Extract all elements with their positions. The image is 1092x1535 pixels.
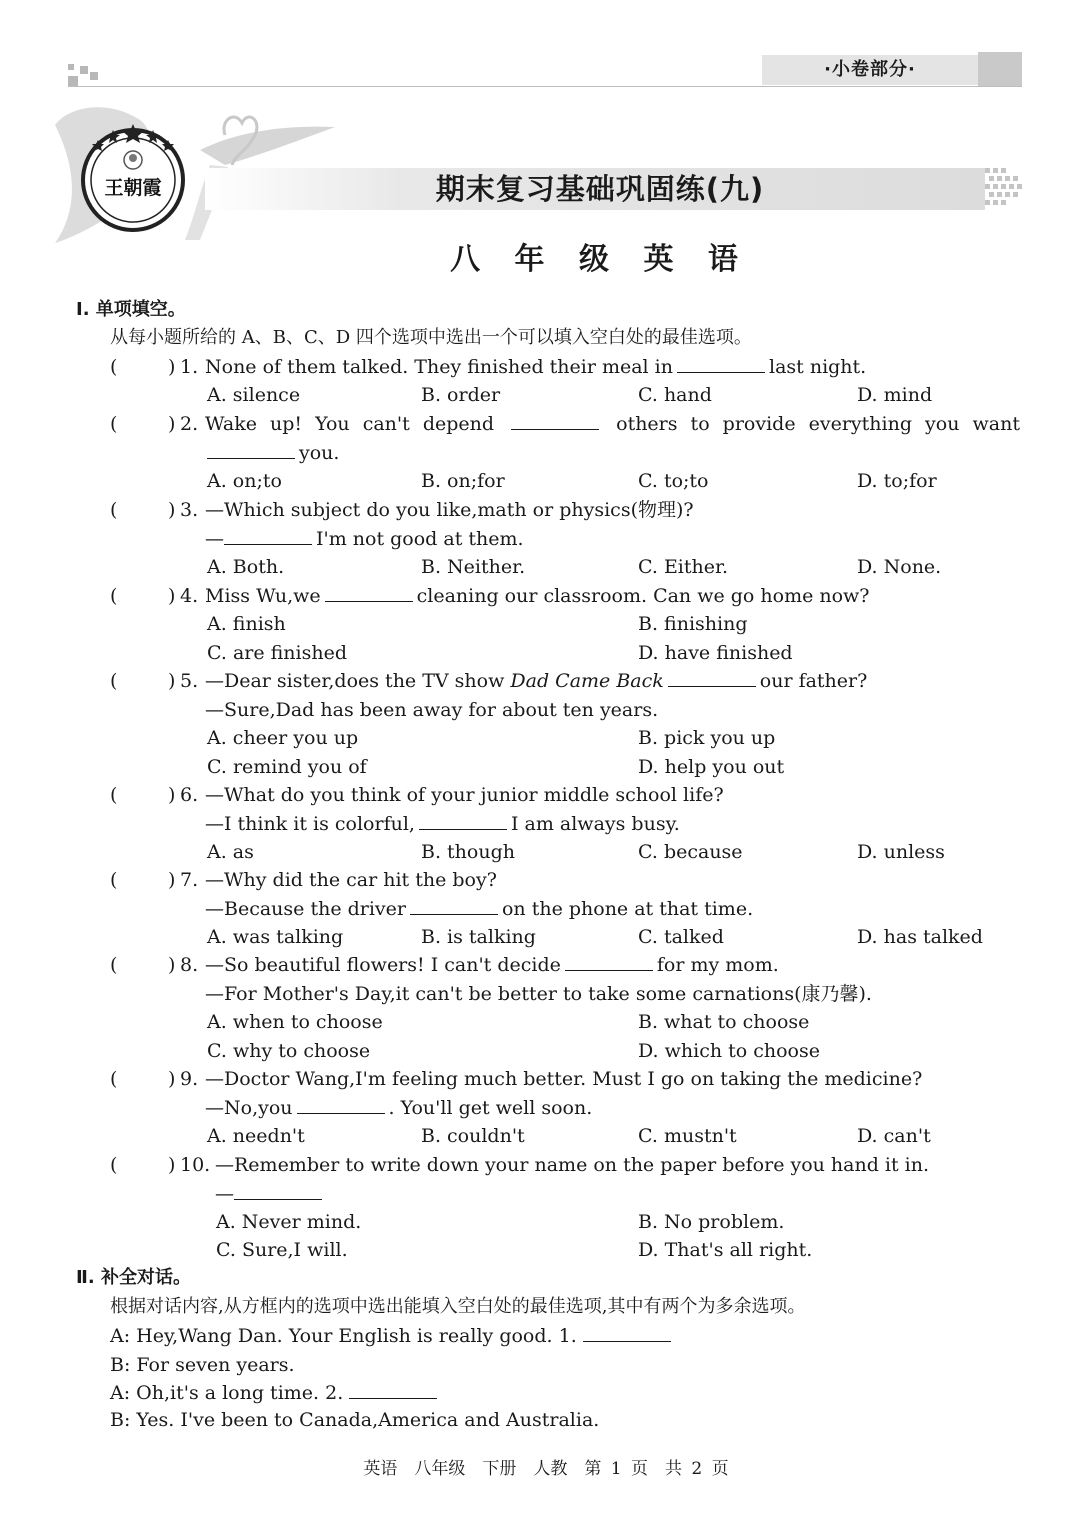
- stem-text: —: [205, 528, 224, 550]
- stem-text: None of them talked. They finished their meal in: [205, 356, 673, 378]
- stem-text: Wake up! You can't depend: [205, 413, 495, 435]
- answer-paren-open: (: [110, 1068, 118, 1090]
- answer-blank: [234, 1180, 322, 1200]
- stem-text: cleaning our classroom. Can we go home now?: [416, 585, 870, 607]
- stem-text: I am always busy.: [510, 813, 680, 835]
- stem-text: Miss Wu,we: [205, 585, 321, 607]
- section-instruction: 从每小题所给的 A、B、C、D 四个选项中选出一个可以填入空白处的最佳选项。: [110, 327, 752, 348]
- answer-blank: [511, 410, 599, 430]
- question-stem: [205, 582, 870, 610]
- answer-paren-close: ): [168, 1154, 176, 1176]
- option-c: C. talked: [638, 926, 724, 948]
- stem-text: others to provide everything you want: [616, 413, 1020, 435]
- stem-text: last night.: [769, 356, 867, 378]
- question-stem: —Which subject do you like,math or physics(物理)?: [205, 499, 694, 521]
- answer-paren-close: ): [168, 670, 176, 692]
- option-c: C. Sure,I will.: [216, 1239, 348, 1261]
- dialogue-line: B: Yes. I've been to Canada,America and Australia.: [110, 1409, 600, 1431]
- answer-paren-open: (: [110, 954, 118, 976]
- logo-text: 王朝霞: [104, 177, 162, 199]
- question-stem: [205, 667, 867, 695]
- option-c: C. Either.: [638, 556, 729, 578]
- question-number: 2.: [180, 413, 199, 435]
- option-a: A. finish: [207, 613, 286, 635]
- question-stem: —Remember to write down your name on the paper before you hand it in.: [215, 1154, 930, 1176]
- question-number: 4.: [180, 585, 199, 607]
- section-heading: Ⅰ. 单项填空。: [76, 299, 186, 320]
- question-stem-cont: [205, 895, 753, 923]
- question-number: 10.: [180, 1154, 211, 1176]
- question-stem: [205, 353, 866, 381]
- section-tag: ·小卷部分·: [762, 55, 978, 85]
- option-a: A. was talking: [207, 926, 344, 948]
- section-heading: Ⅱ. 补全对话。: [76, 1267, 191, 1288]
- answer-paren-open: (: [110, 356, 118, 378]
- option-b: B. finishing: [638, 613, 748, 635]
- answer-paren-close: ): [168, 954, 176, 976]
- option-a: A. on;to: [207, 470, 282, 492]
- question-stem-cont: —For Mother's Day,it can't be better to take some carnations(康乃馨).: [205, 983, 872, 1005]
- option-a: A. needn't: [207, 1125, 305, 1147]
- answer-paren-open: (: [110, 784, 118, 806]
- option-d: D. None.: [857, 556, 942, 578]
- option-d: D. which to choose: [638, 1040, 820, 1062]
- option-b: B. couldn't: [421, 1125, 525, 1147]
- dialogue-line: [110, 1379, 441, 1407]
- option-b: B. though: [421, 841, 515, 863]
- answer-paren-close: ): [168, 869, 176, 891]
- option-d: D. mind: [857, 384, 933, 406]
- question-number: 5.: [180, 670, 199, 692]
- stem-text: —So beautiful flowers! I can't decide: [205, 954, 561, 976]
- option-b: B. No problem.: [638, 1211, 785, 1233]
- option-c: C. because: [638, 841, 743, 863]
- question-number: 1.: [180, 356, 199, 378]
- stem-text: —: [215, 1183, 234, 1205]
- answer-paren-open: (: [110, 1154, 118, 1176]
- stem-text: —No,you: [205, 1097, 293, 1119]
- option-d: D. has talked: [857, 926, 983, 948]
- question-stem: [205, 410, 1020, 438]
- dialogue-line: [110, 1322, 675, 1350]
- subject-title: 八 年 级 英 语: [450, 242, 750, 277]
- question-stem-cont: [215, 1180, 326, 1208]
- question-stem-cont: [205, 525, 524, 553]
- answer-blank: [410, 895, 498, 915]
- question-stem-cont: [205, 810, 680, 838]
- answer-blank: [349, 1379, 437, 1399]
- tag-block: [978, 52, 1022, 86]
- question-number: 3.: [180, 499, 199, 521]
- stem-text: you.: [299, 442, 340, 464]
- option-a: A. cheer you up: [207, 727, 359, 749]
- answer-blank: [668, 667, 756, 687]
- option-a: A. when to choose: [207, 1011, 383, 1033]
- answer-blank: [224, 525, 312, 545]
- option-a: A. Never mind.: [216, 1211, 362, 1233]
- option-a: A. silence: [207, 384, 301, 406]
- option-b: B. on;for: [421, 470, 505, 492]
- answer-blank: [325, 582, 413, 602]
- option-c: C. to;to: [638, 470, 709, 492]
- option-d: D. to;for: [857, 470, 937, 492]
- stem-text: —I think it is colorful,: [205, 813, 415, 835]
- answer-paren-open: (: [110, 585, 118, 607]
- stem-text: I'm not good at them.: [316, 528, 524, 550]
- dialogue-text: A: Hey,Wang Dan. Your English is really good. 1.: [110, 1325, 577, 1347]
- question-number: 9.: [180, 1068, 199, 1090]
- answer-paren-open: (: [110, 869, 118, 891]
- option-a: A. Both.: [207, 556, 285, 578]
- answer-paren-close: ): [168, 585, 176, 607]
- answer-blank: [207, 439, 295, 459]
- page-footer: 英语 八年级 下册 人教 第 1 页 共 2 页: [363, 1459, 729, 1479]
- answer-paren-close: ): [168, 1068, 176, 1090]
- question-number: 8.: [180, 954, 199, 976]
- option-d: D. That's all right.: [638, 1239, 813, 1261]
- option-d: D. unless: [857, 841, 945, 863]
- answer-paren-close: ): [168, 784, 176, 806]
- answer-blank: [677, 353, 765, 373]
- option-a: A. as: [207, 841, 254, 863]
- question-stem: —Doctor Wang,I'm feeling much better. Must I go on taking the medicine?: [205, 1068, 923, 1090]
- question-stem: [205, 951, 779, 979]
- dialogue-line: B: For seven years.: [110, 1354, 295, 1376]
- answer-paren-close: ): [168, 356, 176, 378]
- question-number: 6.: [180, 784, 199, 806]
- question-stem-cont: [205, 1094, 592, 1122]
- answer-paren-close: ): [168, 413, 176, 435]
- header-rule: [68, 86, 1022, 87]
- question-stem-cont: —Sure,Dad has been away for about ten years.: [205, 699, 659, 721]
- publisher-logo: [78, 122, 188, 232]
- answer-blank: [297, 1094, 385, 1114]
- answer-paren-open: (: [110, 670, 118, 692]
- option-b: B. what to choose: [638, 1011, 810, 1033]
- question-stem-cont: [207, 439, 339, 467]
- question-stem: —What do you think of your junior middle school life?: [205, 784, 724, 806]
- answer-paren-close: ): [168, 499, 176, 521]
- answer-paren-open: (: [110, 413, 118, 435]
- option-d: D. have finished: [638, 642, 793, 664]
- option-b: B. is talking: [421, 926, 536, 948]
- stem-text: on the phone at that time.: [501, 898, 754, 920]
- section-instruction: 根据对话内容,从方框内的选项中选出能填入空白处的最佳选项,其中有两个为多余选项。: [110, 1296, 806, 1317]
- question-stem: —Why did the car hit the boy?: [205, 869, 497, 891]
- question-number: 7.: [180, 869, 199, 891]
- stem-text: for my mom.: [656, 954, 779, 976]
- dialogue-text: A: Oh,it's a long time. 2.: [110, 1382, 344, 1404]
- exam-title: 期末复习基础巩固练(九): [435, 172, 765, 206]
- option-c: C. remind you of: [207, 756, 367, 778]
- option-b: B. pick you up: [638, 727, 776, 749]
- option-c: C. why to choose: [207, 1040, 371, 1062]
- show-title: Dad Came Back: [510, 670, 664, 692]
- option-d: D. help you out: [638, 756, 785, 778]
- stem-text: . You'll get well soon.: [388, 1097, 593, 1119]
- option-d: D. can't: [857, 1125, 931, 1147]
- answer-blank: [419, 810, 507, 830]
- answer-paren-open: (: [110, 499, 118, 521]
- answer-blank: [583, 1322, 671, 1342]
- option-b: B. Neither.: [421, 556, 526, 578]
- answer-blank: [565, 951, 653, 971]
- corner-decoration: [68, 62, 104, 88]
- option-c: C. hand: [638, 384, 712, 406]
- stem-text: —Dear sister,does the TV show: [205, 670, 505, 692]
- option-c: C. are finished: [207, 642, 348, 664]
- option-c: C. mustn't: [638, 1125, 737, 1147]
- stem-text: our father?: [759, 670, 868, 692]
- stem-text: —Because the driver: [205, 898, 406, 920]
- option-b: B. order: [421, 384, 501, 406]
